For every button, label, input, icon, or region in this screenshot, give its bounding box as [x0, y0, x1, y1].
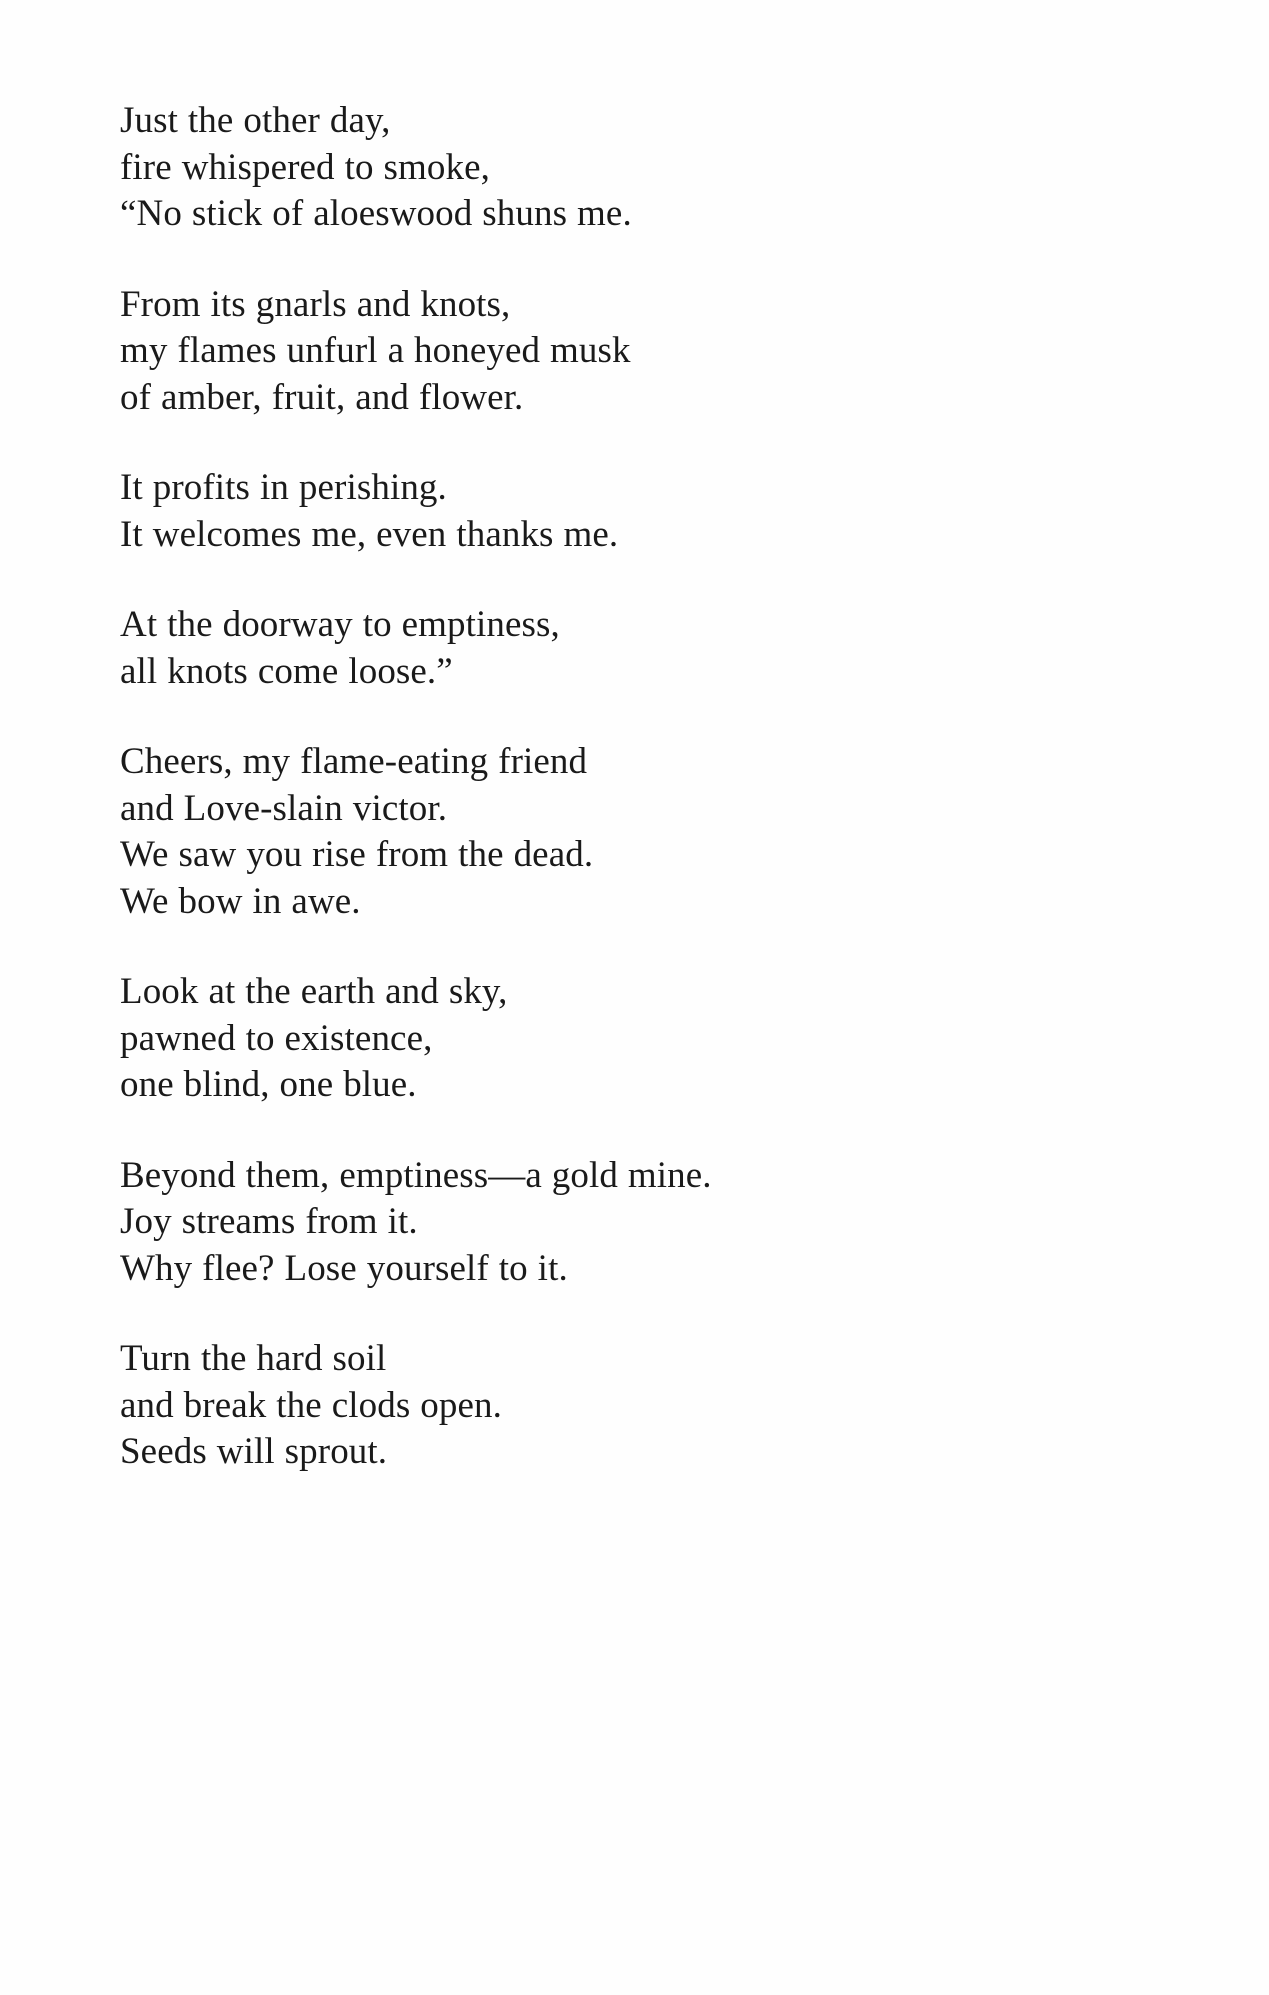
poem-line: Turn the hard soil — [120, 1338, 387, 1379]
stanza — [120, 969, 1140, 1109]
stanza — [120, 98, 1140, 238]
poem-line: Look at the earth and sky, — [120, 971, 508, 1012]
poem-line: It welcomes me, even thanks me. — [120, 513, 619, 555]
poem-line: fire whispered to smoke, — [120, 146, 490, 188]
poem-line: all knots come loose.” — [120, 650, 453, 692]
poem-line: my flames unfurl a honeyed musk — [120, 330, 631, 371]
poem-line: Joy streams from it. — [120, 1201, 418, 1242]
stanza — [120, 282, 1140, 422]
poem-line: of amber, fruit, and flower. — [120, 376, 524, 418]
poem-line: pawned to existence, — [120, 1017, 433, 1059]
poem-line: Why flee? Lose yourself to it. — [120, 1247, 568, 1289]
poem-line: and Love-slain victor. — [120, 787, 448, 829]
poem-line: We bow in awe. — [120, 880, 361, 922]
poem-line: “No stick of aloeswood shuns me. — [120, 193, 632, 234]
poem-line: At the doorway to emptiness, — [120, 604, 560, 645]
poem-line: Just the other day, — [120, 100, 391, 141]
poem-line: Beyond them, emptiness—a gold mine. — [120, 1154, 712, 1196]
poem-line: Cheers, my flame-eating friend — [120, 741, 588, 782]
stanza — [120, 602, 1140, 695]
poem-line: We saw you rise from the dead. — [120, 834, 594, 875]
poem-line: From its gnarls and knots, — [120, 283, 511, 325]
poem-line: Seeds will sprout. — [120, 1431, 388, 1472]
stanza — [120, 465, 1140, 558]
stanza — [120, 1336, 1140, 1476]
stanza — [120, 1153, 1140, 1293]
stanza — [120, 739, 1140, 925]
poem-line: one blind, one blue. — [120, 1064, 417, 1105]
poem-text-body — [120, 98, 1140, 1476]
poem-line: It profits in perishing. — [120, 467, 447, 508]
poem-line: and break the clods open. — [120, 1384, 502, 1426]
